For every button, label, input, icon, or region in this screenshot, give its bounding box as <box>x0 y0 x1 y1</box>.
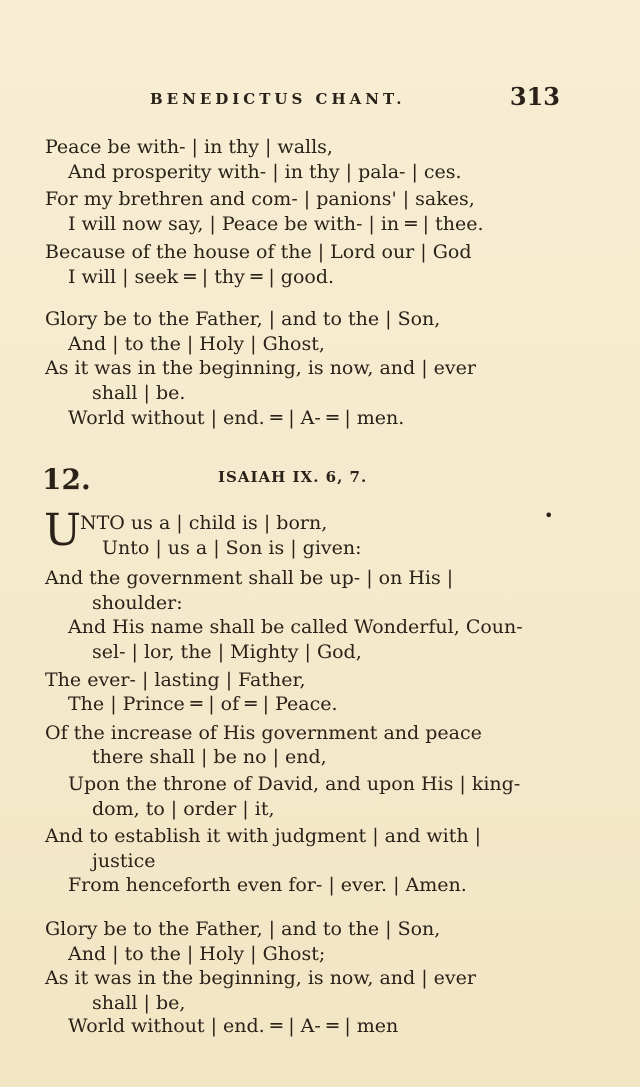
verse-line: sel- | lor, the | Mighty | God, <box>92 641 362 663</box>
verse-line: And the government shall be up- | on His | <box>45 567 454 589</box>
verse-line: I will | seek ═ | thy ═ | good. <box>68 266 335 288</box>
scripture-reference: ISAIAH IX. 6, 7. <box>218 468 368 486</box>
verse-line: And His name shall be called Wonderful, Coun- <box>68 616 523 638</box>
doxology-line: Glory be to the Father, | and to the | Son, <box>45 918 441 940</box>
running-title: BENEDICTUS CHANT. <box>150 90 406 108</box>
verse-line: shoulder: <box>92 592 183 614</box>
verse-line: NTO us a | child is | born, <box>80 512 328 534</box>
verse-line: Unto | us a | Son is | given: <box>102 537 362 559</box>
doxology-line: World without | end. ═ | A- ═ | men <box>68 1015 399 1037</box>
ornament-dot: • <box>544 506 554 525</box>
verse-line: For my brethren and com- | panions' | sakes, <box>45 188 475 210</box>
doxology-line: And | to the | Holy | Ghost, <box>68 333 325 355</box>
doxology-line: As it was in the beginning, is now, and | ever <box>45 967 476 989</box>
doxology-line: World without | end. ═ | A- ═ | men. <box>68 407 405 429</box>
verse-line: Upon the throne of David, and upon His | king- <box>68 773 521 795</box>
verse-line: dom, to | order | it, <box>92 798 275 820</box>
doxology-line: Glory be to the Father, | and to the | Son, <box>45 308 441 330</box>
verse-line: And prosperity with- | in thy | pala- | ces. <box>68 161 462 183</box>
doxology-line: As it was in the beginning, is now, and | ever <box>45 357 476 379</box>
verse-line: I will now say, | Peace be with- | in ═ | thee. <box>68 213 484 235</box>
verse-line: The | Prince ═ | of ═ | Peace. <box>68 693 338 715</box>
page-header <box>150 82 560 116</box>
doxology-line: And | to the | Holy | Ghost; <box>68 943 326 965</box>
verse-line: there shall | be no | end, <box>92 746 327 768</box>
verse-line: From henceforth even for- | ever. | Amen. <box>68 874 467 896</box>
drop-cap: U <box>44 505 82 556</box>
section-number: 12. <box>42 463 91 496</box>
verse-line: And to establish it with judgment | and with | <box>45 825 482 847</box>
verse-line: Of the increase of His government and peace <box>45 722 482 744</box>
verse-line: Because of the house of the | Lord our | God <box>45 241 472 263</box>
verse-line: Peace be with- | in thy | walls, <box>45 136 333 158</box>
doxology-line: shall | be. <box>92 382 186 404</box>
doxology-line: shall | be, <box>92 992 186 1014</box>
verse-line: The ever- | lasting | Father, <box>45 669 306 691</box>
verse-line: justice <box>92 850 156 872</box>
page-number: 313 <box>509 82 560 111</box>
